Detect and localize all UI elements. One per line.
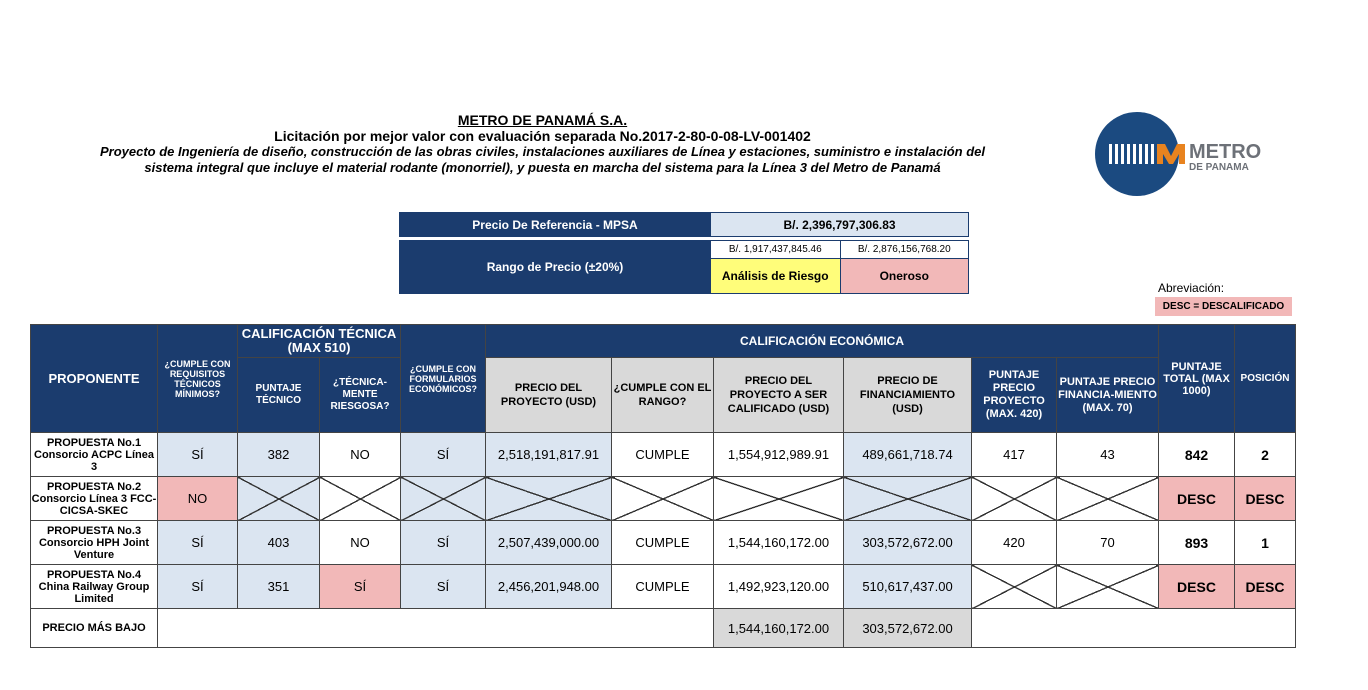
crossed-out-cell: [844, 477, 972, 521]
riesgosa-cell: NO: [320, 433, 401, 477]
puntaje-total-cell: 893: [1159, 521, 1235, 565]
project-description-line-1: Proyecto de Ingeniería de diseño, construcción de las obras civiles, instalaciones auxiliares de Línea y estaciones, suministro e instalación del: [99, 144, 986, 159]
proponente-cell: PROPUESTA No.1 Consorcio ACPC Línea 3: [31, 433, 158, 477]
crossed-out-cell: [972, 565, 1057, 609]
risk-analysis-label: Análisis de Riesgo: [711, 259, 841, 294]
cumple-req-cell: NO: [158, 477, 238, 521]
header-puntaje-total: PUNTAJE TOTAL (MAX 1000): [1159, 325, 1235, 433]
tender-number: Licitación por mejor valor con evaluación separada No.2017-2-80-0-08-LV-001402: [274, 128, 811, 144]
puntaje-precio-cell: 420: [972, 521, 1057, 565]
header-tecnicamente-riesgosa: ¿TÉCNICA-MENTE RIESGOSA?: [320, 358, 401, 433]
header-cumple-requisitos: ¿CUMPLE CON REQUISITOS TÉCNICOS MÍNIMOS?: [158, 325, 238, 433]
price-range-low: B/. 1,917,437,845.46: [711, 241, 841, 259]
puntaje-financiamiento-cell: 43: [1057, 433, 1159, 477]
onerous-label: Oneroso: [840, 259, 969, 294]
table-row: [31, 477, 1296, 521]
lowest-price-empty: [158, 609, 714, 648]
price-range-high: B/. 2,876,156,768.20: [840, 241, 969, 259]
crossed-out-cell: [1057, 565, 1159, 609]
metro-logo-icon: [1095, 112, 1285, 196]
svg-text:METRO: METRO: [1189, 141, 1262, 163]
riesgosa-cell: NO: [320, 521, 401, 565]
lowest-precio-financiamiento: 303,572,672.00: [844, 609, 972, 648]
puntaje-total-cell: 842: [1159, 433, 1235, 477]
reference-price-value: B/. 2,396,797,306.83: [711, 213, 969, 237]
cumple-form-cell: SÍ: [401, 433, 486, 477]
posicion-cell: 2: [1235, 433, 1296, 477]
precio-financiamiento-cell: 303,572,672.00: [844, 521, 972, 565]
header-precio-proyecto: PRECIO DEL PROYECTO (USD): [486, 358, 612, 433]
precio-calificado-cell: 1,492,923,120.00: [714, 565, 844, 609]
cumple-form-cell: SÍ: [401, 521, 486, 565]
puntaje-tecnico-cell: 351: [238, 565, 320, 609]
riesgosa-cell: SÍ: [320, 565, 401, 609]
header-precio-calificado: PRECIO DEL PROYECTO A SER CALIFICADO (USD): [714, 358, 844, 433]
crossed-out-cell: [238, 477, 320, 521]
metro-panama-logo: [1095, 112, 1285, 196]
price-range-label: Rango de Precio (±20%): [400, 241, 711, 294]
posicion-cell: DESC: [1235, 477, 1296, 521]
table-row: [31, 433, 1296, 477]
header-precio-financiamiento: PRECIO DE FINANCIAMIENTO (USD): [844, 358, 972, 433]
precio-proyecto-cell: 2,507,439,000.00: [486, 521, 612, 565]
header-cumple-formularios: ¿CUMPLE CON FORMULARIOS ECONÓMICOS?: [401, 325, 486, 433]
cumple-req-cell: SÍ: [158, 565, 238, 609]
posicion-cell: DESC: [1235, 565, 1296, 609]
crossed-out-cell: [1057, 477, 1159, 521]
lowest-precio-calificado: 1,544,160,172.00: [714, 609, 844, 648]
header-calificacion-tecnica: CALIFICACIÓN TÉCNICA (MAX 510): [238, 325, 401, 358]
puntaje-financiamiento-cell: 70: [1057, 521, 1159, 565]
puntaje-tecnico-cell: 403: [238, 521, 320, 565]
precio-proyecto-cell: 2,518,191,817.91: [486, 433, 612, 477]
abbreviation-value: DESC = DESCALIFICADO: [1155, 297, 1292, 316]
precio-calificado-cell: 1,554,912,989.91: [714, 433, 844, 477]
lowest-price-row: [31, 609, 1296, 648]
precio-calificado-cell: 1,544,160,172.00: [714, 521, 844, 565]
crossed-out-cell: [972, 477, 1057, 521]
posicion-cell: 1: [1235, 521, 1296, 565]
cumple-req-cell: SÍ: [158, 433, 238, 477]
cumple-rango-cell: CUMPLE: [612, 433, 714, 477]
puntaje-total-cell: DESC: [1159, 477, 1235, 521]
puntaje-tecnico-cell: 382: [238, 433, 320, 477]
puntaje-precio-cell: 417: [972, 433, 1057, 477]
cumple-rango-cell: CUMPLE: [612, 521, 714, 565]
cumple-rango-cell: CUMPLE: [612, 565, 714, 609]
table-row: [31, 521, 1296, 565]
header-puntaje-financiamiento: PUNTAJE PRECIO FINANCIA-MIENTO (MAX. 70): [1057, 358, 1159, 433]
header-puntaje-tecnico: PUNTAJE TÉCNICO: [238, 358, 320, 433]
header-calificacion-economica: CALIFICACIÓN ECONÓMICA: [486, 325, 1159, 358]
header-cumple-rango: ¿CUMPLE CON EL RANGO?: [612, 358, 714, 433]
crossed-out-cell: [486, 477, 612, 521]
precio-proyecto-cell: 2,456,201,948.00: [486, 565, 612, 609]
abbreviation-label: Abreviación:: [1158, 281, 1225, 295]
lowest-price-label: PRECIO MÁS BAJO: [31, 609, 158, 648]
cumple-form-cell: SÍ: [401, 565, 486, 609]
proponente-cell: PROPUESTA No.4 China Railway Group Limited: [31, 565, 158, 609]
document-header: [40, 112, 1045, 176]
reference-price-table: [399, 212, 969, 294]
crossed-out-cell: [320, 477, 401, 521]
table-row: [31, 565, 1296, 609]
precio-financiamiento-cell: 489,661,718.74: [844, 433, 972, 477]
document-title: METRO DE PANAMÁ S.A.: [457, 112, 628, 128]
proponente-cell: PROPUESTA No.2 Consorcio Línea 3 FCC-CICSA-SKEC: [31, 477, 158, 521]
svg-text:DE PANAMA: DE PANAMA: [1189, 162, 1249, 173]
precio-financiamiento-cell: 510,617,437.00: [844, 565, 972, 609]
evaluation-table: [30, 324, 1296, 648]
proponente-cell: PROPUESTA No.3 Consorcio HPH Joint Venture: [31, 521, 158, 565]
header-posicion: POSICIÓN: [1235, 325, 1296, 433]
puntaje-total-cell: DESC: [1159, 565, 1235, 609]
crossed-out-cell: [612, 477, 714, 521]
crossed-out-cell: [401, 477, 486, 521]
reference-price-label: Precio De Referencia - MPSA: [400, 213, 711, 237]
project-description-line-2: sistema integral que incluye el material rodante (monorriel), y puesta en marcha del sistema para la Línea 3 del Metro de Panamá: [144, 160, 941, 175]
header-puntaje-precio: PUNTAJE PRECIO PROYECTO (MAX. 420): [972, 358, 1057, 433]
lowest-price-empty-right: [972, 609, 1296, 648]
header-proponente: PROPONENTE: [31, 325, 158, 433]
cumple-req-cell: SÍ: [158, 521, 238, 565]
crossed-out-cell: [714, 477, 844, 521]
